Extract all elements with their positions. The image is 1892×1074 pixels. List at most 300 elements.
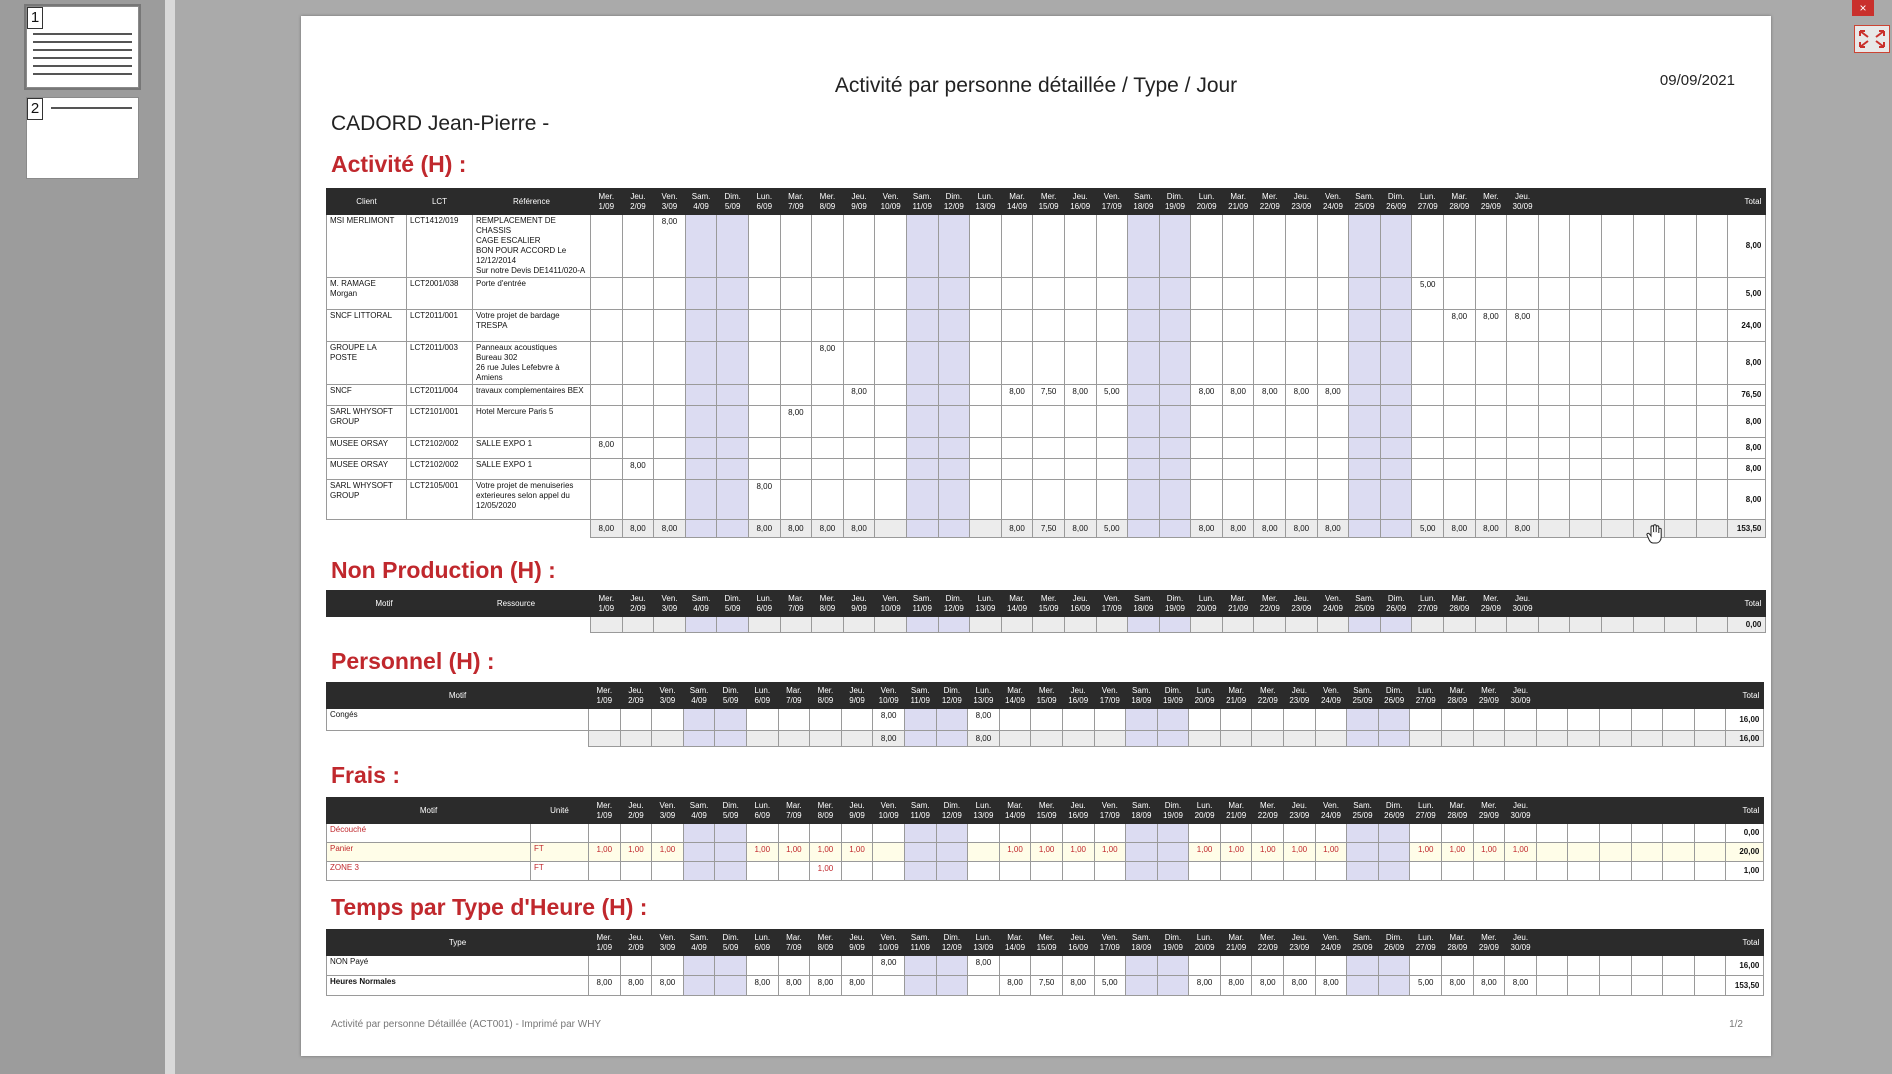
day-cell: 8,00 bbox=[780, 406, 812, 438]
day-cell bbox=[1665, 342, 1697, 385]
day-header: Ven. 10/09 bbox=[873, 798, 905, 824]
header-row bbox=[327, 189, 1766, 215]
day-header: Jeu. 16/09 bbox=[1064, 591, 1096, 617]
day-cell bbox=[1380, 406, 1412, 438]
day-header: Mar. 28/09 bbox=[1442, 683, 1474, 709]
day-cell bbox=[1631, 731, 1663, 747]
day-header: Lun. 13/09 bbox=[970, 189, 1002, 215]
day-cell: 5,00 bbox=[1094, 976, 1126, 996]
day-cell bbox=[780, 459, 812, 480]
day-cell bbox=[1412, 438, 1444, 459]
day-header: Jeu. 30/09 bbox=[1505, 683, 1537, 709]
day-cell bbox=[1126, 824, 1158, 843]
day-cell bbox=[1665, 438, 1697, 459]
day-cell: 8,00 bbox=[1191, 385, 1223, 406]
day-cell bbox=[1317, 617, 1349, 633]
header-row bbox=[327, 930, 1764, 956]
day-header: Mer. 8/09 bbox=[810, 683, 842, 709]
day-cell bbox=[875, 406, 907, 438]
day-cell: 1,00 bbox=[841, 843, 873, 862]
day-cell bbox=[1001, 438, 1033, 459]
day-cell bbox=[1064, 459, 1096, 480]
day-header: Sam. 4/09 bbox=[685, 189, 717, 215]
day-header: Ven. 24/09 bbox=[1317, 591, 1349, 617]
day-cell bbox=[1475, 342, 1507, 385]
day-header bbox=[1631, 798, 1663, 824]
day-header: Lun. 13/09 bbox=[968, 930, 1000, 956]
total-header: Total bbox=[1726, 930, 1764, 956]
day-cell bbox=[1191, 480, 1223, 520]
day-cell bbox=[1442, 862, 1474, 881]
day-cell bbox=[1412, 342, 1444, 385]
day-cell bbox=[1315, 862, 1347, 881]
fit-page-button[interactable] bbox=[1854, 25, 1890, 53]
day-cell bbox=[1665, 617, 1697, 633]
day-cell bbox=[778, 709, 810, 731]
day-cell bbox=[1536, 843, 1568, 862]
day-cell: 8,00 bbox=[591, 520, 623, 538]
day-cell bbox=[1380, 385, 1412, 406]
day-cell bbox=[968, 862, 1000, 881]
day-cell bbox=[1128, 438, 1160, 459]
row-total: 153,50 bbox=[1726, 976, 1764, 996]
day-header: Mer. 1/09 bbox=[591, 591, 623, 617]
day-cell bbox=[780, 278, 812, 310]
day-cell bbox=[1475, 617, 1507, 633]
day-cell: 8,00 bbox=[1286, 520, 1318, 538]
day-header bbox=[1694, 683, 1726, 709]
lct-cell: LCT2101/001 bbox=[407, 406, 473, 438]
day-cell: 8,00 bbox=[841, 976, 873, 996]
day-cell bbox=[1159, 480, 1191, 520]
day-header: Lun. 27/09 bbox=[1412, 591, 1444, 617]
total-header: Total bbox=[1726, 683, 1764, 709]
day-cell bbox=[715, 956, 747, 976]
column-header: Type bbox=[327, 930, 589, 956]
day-cell: 8,00 bbox=[1001, 520, 1033, 538]
day-cell bbox=[1033, 406, 1065, 438]
client-cell: MSI MERLIMONT bbox=[327, 215, 407, 278]
day-header: Sam. 11/09 bbox=[906, 591, 938, 617]
day-header: Mer. 29/09 bbox=[1473, 930, 1505, 956]
day-cell bbox=[938, 278, 970, 310]
day-header: Mar. 21/09 bbox=[1222, 189, 1254, 215]
day-cell bbox=[1317, 480, 1349, 520]
day-header: Jeu. 2/09 bbox=[622, 591, 654, 617]
day-cell bbox=[780, 617, 812, 633]
day-cell bbox=[748, 215, 780, 278]
day-cell bbox=[589, 731, 621, 747]
day-cell bbox=[1159, 617, 1191, 633]
day-cell bbox=[1570, 617, 1602, 633]
day-cell: 1,00 bbox=[999, 843, 1031, 862]
day-cell bbox=[1222, 342, 1254, 385]
day-header: Lun. 27/09 bbox=[1410, 930, 1442, 956]
day-cell bbox=[1033, 278, 1065, 310]
day-cell bbox=[1033, 480, 1065, 520]
day-cell bbox=[1254, 480, 1286, 520]
day-cell bbox=[843, 215, 875, 278]
day-header: Mar. 28/09 bbox=[1444, 189, 1476, 215]
day-cell: 8,00 bbox=[1064, 520, 1096, 538]
day-header: Jeu. 30/09 bbox=[1505, 930, 1537, 956]
day-cell bbox=[1538, 617, 1570, 633]
day-cell bbox=[1128, 385, 1160, 406]
day-cell bbox=[1633, 438, 1665, 459]
day-header: Sam. 18/09 bbox=[1126, 683, 1158, 709]
day-cell: 8,00 bbox=[1507, 520, 1539, 538]
day-cell bbox=[999, 862, 1031, 881]
day-header: Mar. 28/09 bbox=[1442, 930, 1474, 956]
day-cell bbox=[843, 480, 875, 520]
motif-cell: Panier bbox=[327, 843, 531, 862]
day-cell bbox=[968, 843, 1000, 862]
day-cell bbox=[1094, 824, 1126, 843]
day-cell bbox=[715, 731, 747, 747]
row-total: 16,00 bbox=[1726, 709, 1764, 731]
day-cell: 8,00 bbox=[810, 976, 842, 996]
day-cell bbox=[1633, 342, 1665, 385]
day-header: Sam. 4/09 bbox=[683, 683, 715, 709]
day-cell bbox=[1602, 438, 1634, 459]
day-header: Dim. 12/09 bbox=[938, 189, 970, 215]
day-header: Mer. 29/09 bbox=[1473, 798, 1505, 824]
day-cell bbox=[938, 215, 970, 278]
row-total: 24,00 bbox=[1728, 310, 1766, 342]
day-cell bbox=[685, 278, 717, 310]
day-header: Mar. 14/09 bbox=[1001, 189, 1033, 215]
day-cell bbox=[717, 278, 749, 310]
day-header: Jeu. 2/09 bbox=[620, 798, 652, 824]
day-cell bbox=[1507, 438, 1539, 459]
day-cell bbox=[591, 342, 623, 385]
day-cell bbox=[843, 438, 875, 459]
day-cell bbox=[1444, 385, 1476, 406]
day-cell: 8,00 bbox=[652, 976, 684, 996]
day-cell bbox=[1696, 310, 1728, 342]
reference-cell: Votre projet de menuiseries exterieures selon appel du 12/05/2020 bbox=[473, 480, 591, 520]
column-header: Unité bbox=[531, 798, 589, 824]
day-header bbox=[1696, 591, 1728, 617]
day-cell bbox=[1538, 278, 1570, 310]
sidebar-splitter[interactable] bbox=[165, 0, 175, 1074]
day-cell bbox=[1159, 459, 1191, 480]
day-header: Sam. 25/09 bbox=[1347, 798, 1379, 824]
day-cell bbox=[873, 862, 905, 881]
day-cell bbox=[1096, 310, 1128, 342]
day-cell bbox=[1507, 342, 1539, 385]
day-cell bbox=[1128, 520, 1160, 538]
day-header: Mer. 22/09 bbox=[1252, 798, 1284, 824]
day-cell bbox=[1222, 480, 1254, 520]
day-cell: 8,00 bbox=[1254, 520, 1286, 538]
day-header: Dim. 19/09 bbox=[1157, 930, 1189, 956]
reference-cell: Votre projet de bardage TRESPA bbox=[473, 310, 591, 342]
day-cell bbox=[1031, 824, 1063, 843]
day-cell bbox=[1220, 709, 1252, 731]
day-header: Mer. 29/09 bbox=[1475, 189, 1507, 215]
lct-cell: LCT2011/003 bbox=[407, 342, 473, 385]
day-cell bbox=[620, 709, 652, 731]
day-cell bbox=[1126, 956, 1158, 976]
day-cell: 8,00 bbox=[1220, 976, 1252, 996]
day-cell bbox=[717, 342, 749, 385]
day-header: Mar. 21/09 bbox=[1220, 683, 1252, 709]
day-cell bbox=[906, 215, 938, 278]
day-cell bbox=[1349, 278, 1381, 310]
day-cell bbox=[1538, 520, 1570, 538]
day-cell bbox=[1665, 480, 1697, 520]
day-cell: 8,00 bbox=[968, 956, 1000, 976]
day-cell bbox=[1444, 480, 1476, 520]
day-header: Ven. 3/09 bbox=[654, 591, 686, 617]
day-cell bbox=[620, 862, 652, 881]
day-cell bbox=[1568, 862, 1600, 881]
day-cell bbox=[685, 520, 717, 538]
section-title-temps: Temps par Type d'Heure (H) : bbox=[331, 894, 648, 920]
day-cell bbox=[1252, 709, 1284, 731]
day-cell bbox=[810, 824, 842, 843]
day-cell bbox=[1473, 824, 1505, 843]
day-cell bbox=[1317, 342, 1349, 385]
day-header: Mer. 1/09 bbox=[591, 189, 623, 215]
day-cell bbox=[1378, 956, 1410, 976]
day-cell bbox=[589, 824, 621, 843]
row-total: 8,00 bbox=[1728, 438, 1766, 459]
day-cell bbox=[1536, 976, 1568, 996]
personnel-table bbox=[326, 682, 1764, 747]
day-header bbox=[1568, 683, 1600, 709]
day-cell bbox=[778, 956, 810, 976]
day-cell bbox=[1033, 342, 1065, 385]
day-cell bbox=[717, 310, 749, 342]
motif-cell: Congés bbox=[327, 709, 589, 731]
day-cell bbox=[906, 342, 938, 385]
day-cell bbox=[810, 956, 842, 976]
day-header: Ven. 17/09 bbox=[1096, 189, 1128, 215]
day-cell: 8,00 bbox=[843, 520, 875, 538]
day-header bbox=[1570, 189, 1602, 215]
day-cell bbox=[936, 862, 968, 881]
day-cell bbox=[1094, 956, 1126, 976]
day-cell bbox=[843, 278, 875, 310]
day-cell bbox=[780, 310, 812, 342]
day-cell bbox=[938, 438, 970, 459]
day-cell bbox=[1286, 459, 1318, 480]
day-header: Jeu. 23/09 bbox=[1286, 591, 1318, 617]
day-cell bbox=[1568, 824, 1600, 843]
day-cell bbox=[1220, 731, 1252, 747]
day-cell bbox=[748, 342, 780, 385]
day-cell bbox=[1191, 342, 1223, 385]
day-cell bbox=[1665, 385, 1697, 406]
day-cell bbox=[622, 215, 654, 278]
client-cell: M. RAMAGE Morgan bbox=[327, 278, 407, 310]
day-header: Mer. 29/09 bbox=[1475, 591, 1507, 617]
day-cell bbox=[1157, 843, 1189, 862]
day-header bbox=[1694, 930, 1726, 956]
day-cell bbox=[1349, 480, 1381, 520]
day-header: Jeu. 16/09 bbox=[1062, 798, 1094, 824]
day-header: Mer. 22/09 bbox=[1252, 930, 1284, 956]
day-cell: 8,00 bbox=[843, 385, 875, 406]
day-cell bbox=[1222, 215, 1254, 278]
day-cell bbox=[683, 956, 715, 976]
day-cell bbox=[1570, 406, 1602, 438]
day-cell bbox=[683, 843, 715, 862]
day-cell bbox=[654, 385, 686, 406]
day-cell bbox=[873, 843, 905, 862]
day-cell: 1,00 bbox=[1410, 843, 1442, 862]
table-row bbox=[327, 862, 1764, 881]
day-cell bbox=[1696, 278, 1728, 310]
day-header: Mar. 7/09 bbox=[778, 683, 810, 709]
day-cell bbox=[1001, 215, 1033, 278]
day-cell bbox=[1507, 480, 1539, 520]
day-cell: 8,00 bbox=[622, 520, 654, 538]
day-cell bbox=[591, 310, 623, 342]
day-cell: 1,00 bbox=[746, 843, 778, 862]
table-row bbox=[327, 278, 1766, 310]
day-cell bbox=[1475, 480, 1507, 520]
day-cell bbox=[717, 385, 749, 406]
day-cell bbox=[1442, 731, 1474, 747]
reference-cell: Panneaux acoustiques Bureau 302 26 rue Jules Lefebvre à Amiens bbox=[473, 342, 591, 385]
day-cell bbox=[1536, 709, 1568, 731]
lct-cell: LCT1412/019 bbox=[407, 215, 473, 278]
close-button[interactable]: × bbox=[1852, 0, 1874, 16]
day-cell: 8,00 bbox=[1444, 520, 1476, 538]
table-row bbox=[327, 438, 1766, 459]
day-header bbox=[1633, 189, 1665, 215]
day-cell bbox=[1631, 709, 1663, 731]
day-cell bbox=[683, 862, 715, 881]
day-cell bbox=[1157, 824, 1189, 843]
lct-cell: LCT2105/001 bbox=[407, 480, 473, 520]
day-cell bbox=[1254, 617, 1286, 633]
day-cell bbox=[1126, 976, 1158, 996]
reference-cell: REMPLACEMENT DE CHASSIS CAGE ESCALIER BON POUR ACCORD Le 12/12/2014 Sur notre Devis DE1411/020-A bbox=[473, 215, 591, 278]
day-cell bbox=[1222, 310, 1254, 342]
day-cell bbox=[778, 824, 810, 843]
page-thumbnail-2[interactable] bbox=[26, 97, 139, 179]
day-cell bbox=[1033, 617, 1065, 633]
day-cell bbox=[1064, 406, 1096, 438]
day-cell bbox=[1189, 862, 1221, 881]
day-header: Sam. 18/09 bbox=[1128, 591, 1160, 617]
day-cell: 8,00 bbox=[589, 976, 621, 996]
day-cell bbox=[1538, 406, 1570, 438]
day-cell bbox=[748, 385, 780, 406]
day-cell bbox=[1444, 459, 1476, 480]
day-header: Ven. 3/09 bbox=[652, 930, 684, 956]
day-cell bbox=[904, 843, 936, 862]
day-header: Mer. 1/09 bbox=[589, 930, 621, 956]
day-cell bbox=[1378, 731, 1410, 747]
day-cell bbox=[904, 709, 936, 731]
day-cell bbox=[1475, 385, 1507, 406]
client-cell: MUSEE ORSAY bbox=[327, 459, 407, 480]
client-cell: MUSEE ORSAY bbox=[327, 438, 407, 459]
client-cell: SNCF bbox=[327, 385, 407, 406]
lct-cell: LCT2011/001 bbox=[407, 310, 473, 342]
day-cell bbox=[620, 956, 652, 976]
day-cell bbox=[622, 480, 654, 520]
day-cell bbox=[1126, 843, 1158, 862]
day-cell bbox=[1064, 480, 1096, 520]
day-cell: 1,00 bbox=[652, 843, 684, 862]
day-cell bbox=[1157, 731, 1189, 747]
day-cell bbox=[685, 480, 717, 520]
day-cell bbox=[1033, 459, 1065, 480]
day-header: Lun. 6/09 bbox=[746, 683, 778, 709]
day-cell bbox=[1633, 278, 1665, 310]
day-cell bbox=[748, 438, 780, 459]
day-cell bbox=[1507, 406, 1539, 438]
day-header: Lun. 27/09 bbox=[1412, 189, 1444, 215]
day-header: Mar. 28/09 bbox=[1444, 591, 1476, 617]
day-cell bbox=[1633, 310, 1665, 342]
day-cell bbox=[1128, 278, 1160, 310]
day-cell bbox=[812, 480, 844, 520]
day-header: Ven. 24/09 bbox=[1315, 683, 1347, 709]
day-cell bbox=[683, 731, 715, 747]
day-cell bbox=[1380, 342, 1412, 385]
day-cell bbox=[1568, 956, 1600, 976]
day-cell bbox=[652, 956, 684, 976]
day-header: Jeu. 9/09 bbox=[841, 930, 873, 956]
day-cell bbox=[717, 617, 749, 633]
day-cell bbox=[1600, 956, 1632, 976]
day-cell bbox=[1286, 278, 1318, 310]
day-header: Mer. 22/09 bbox=[1254, 591, 1286, 617]
day-cell bbox=[1254, 406, 1286, 438]
day-cell bbox=[1631, 976, 1663, 996]
day-cell: 8,00 bbox=[1191, 520, 1223, 538]
day-header: Jeu. 30/09 bbox=[1507, 189, 1539, 215]
page-thumbnail-1[interactable] bbox=[26, 6, 139, 88]
day-cell bbox=[1538, 310, 1570, 342]
row-total: 16,00 bbox=[1726, 956, 1764, 976]
section-title-nonprod: Non Production (H) : bbox=[331, 557, 556, 583]
day-cell: 1,00 bbox=[1062, 843, 1094, 862]
day-cell bbox=[1189, 731, 1221, 747]
row-total: 20,00 bbox=[1726, 843, 1764, 862]
hand-cursor-icon bbox=[1645, 524, 1663, 544]
day-cell bbox=[1505, 862, 1537, 881]
day-cell: 8,00 bbox=[620, 976, 652, 996]
day-cell bbox=[1159, 406, 1191, 438]
day-cell bbox=[1191, 406, 1223, 438]
day-cell bbox=[715, 824, 747, 843]
day-header: Sam. 25/09 bbox=[1347, 683, 1379, 709]
day-cell: 8,00 bbox=[1505, 976, 1537, 996]
person-name: CADORD Jean-Pierre - bbox=[331, 112, 550, 135]
day-cell bbox=[812, 385, 844, 406]
day-cell bbox=[780, 438, 812, 459]
day-cell bbox=[1317, 310, 1349, 342]
day-header: Jeu. 9/09 bbox=[841, 798, 873, 824]
day-cell bbox=[1633, 480, 1665, 520]
day-cell bbox=[1062, 731, 1094, 747]
day-header: Lun. 20/09 bbox=[1189, 930, 1221, 956]
day-cell bbox=[1665, 459, 1697, 480]
sum-row bbox=[327, 731, 1764, 747]
day-cell bbox=[1633, 617, 1665, 633]
day-cell bbox=[1159, 385, 1191, 406]
day-header: Dim. 26/09 bbox=[1378, 683, 1410, 709]
table-row bbox=[327, 342, 1766, 385]
